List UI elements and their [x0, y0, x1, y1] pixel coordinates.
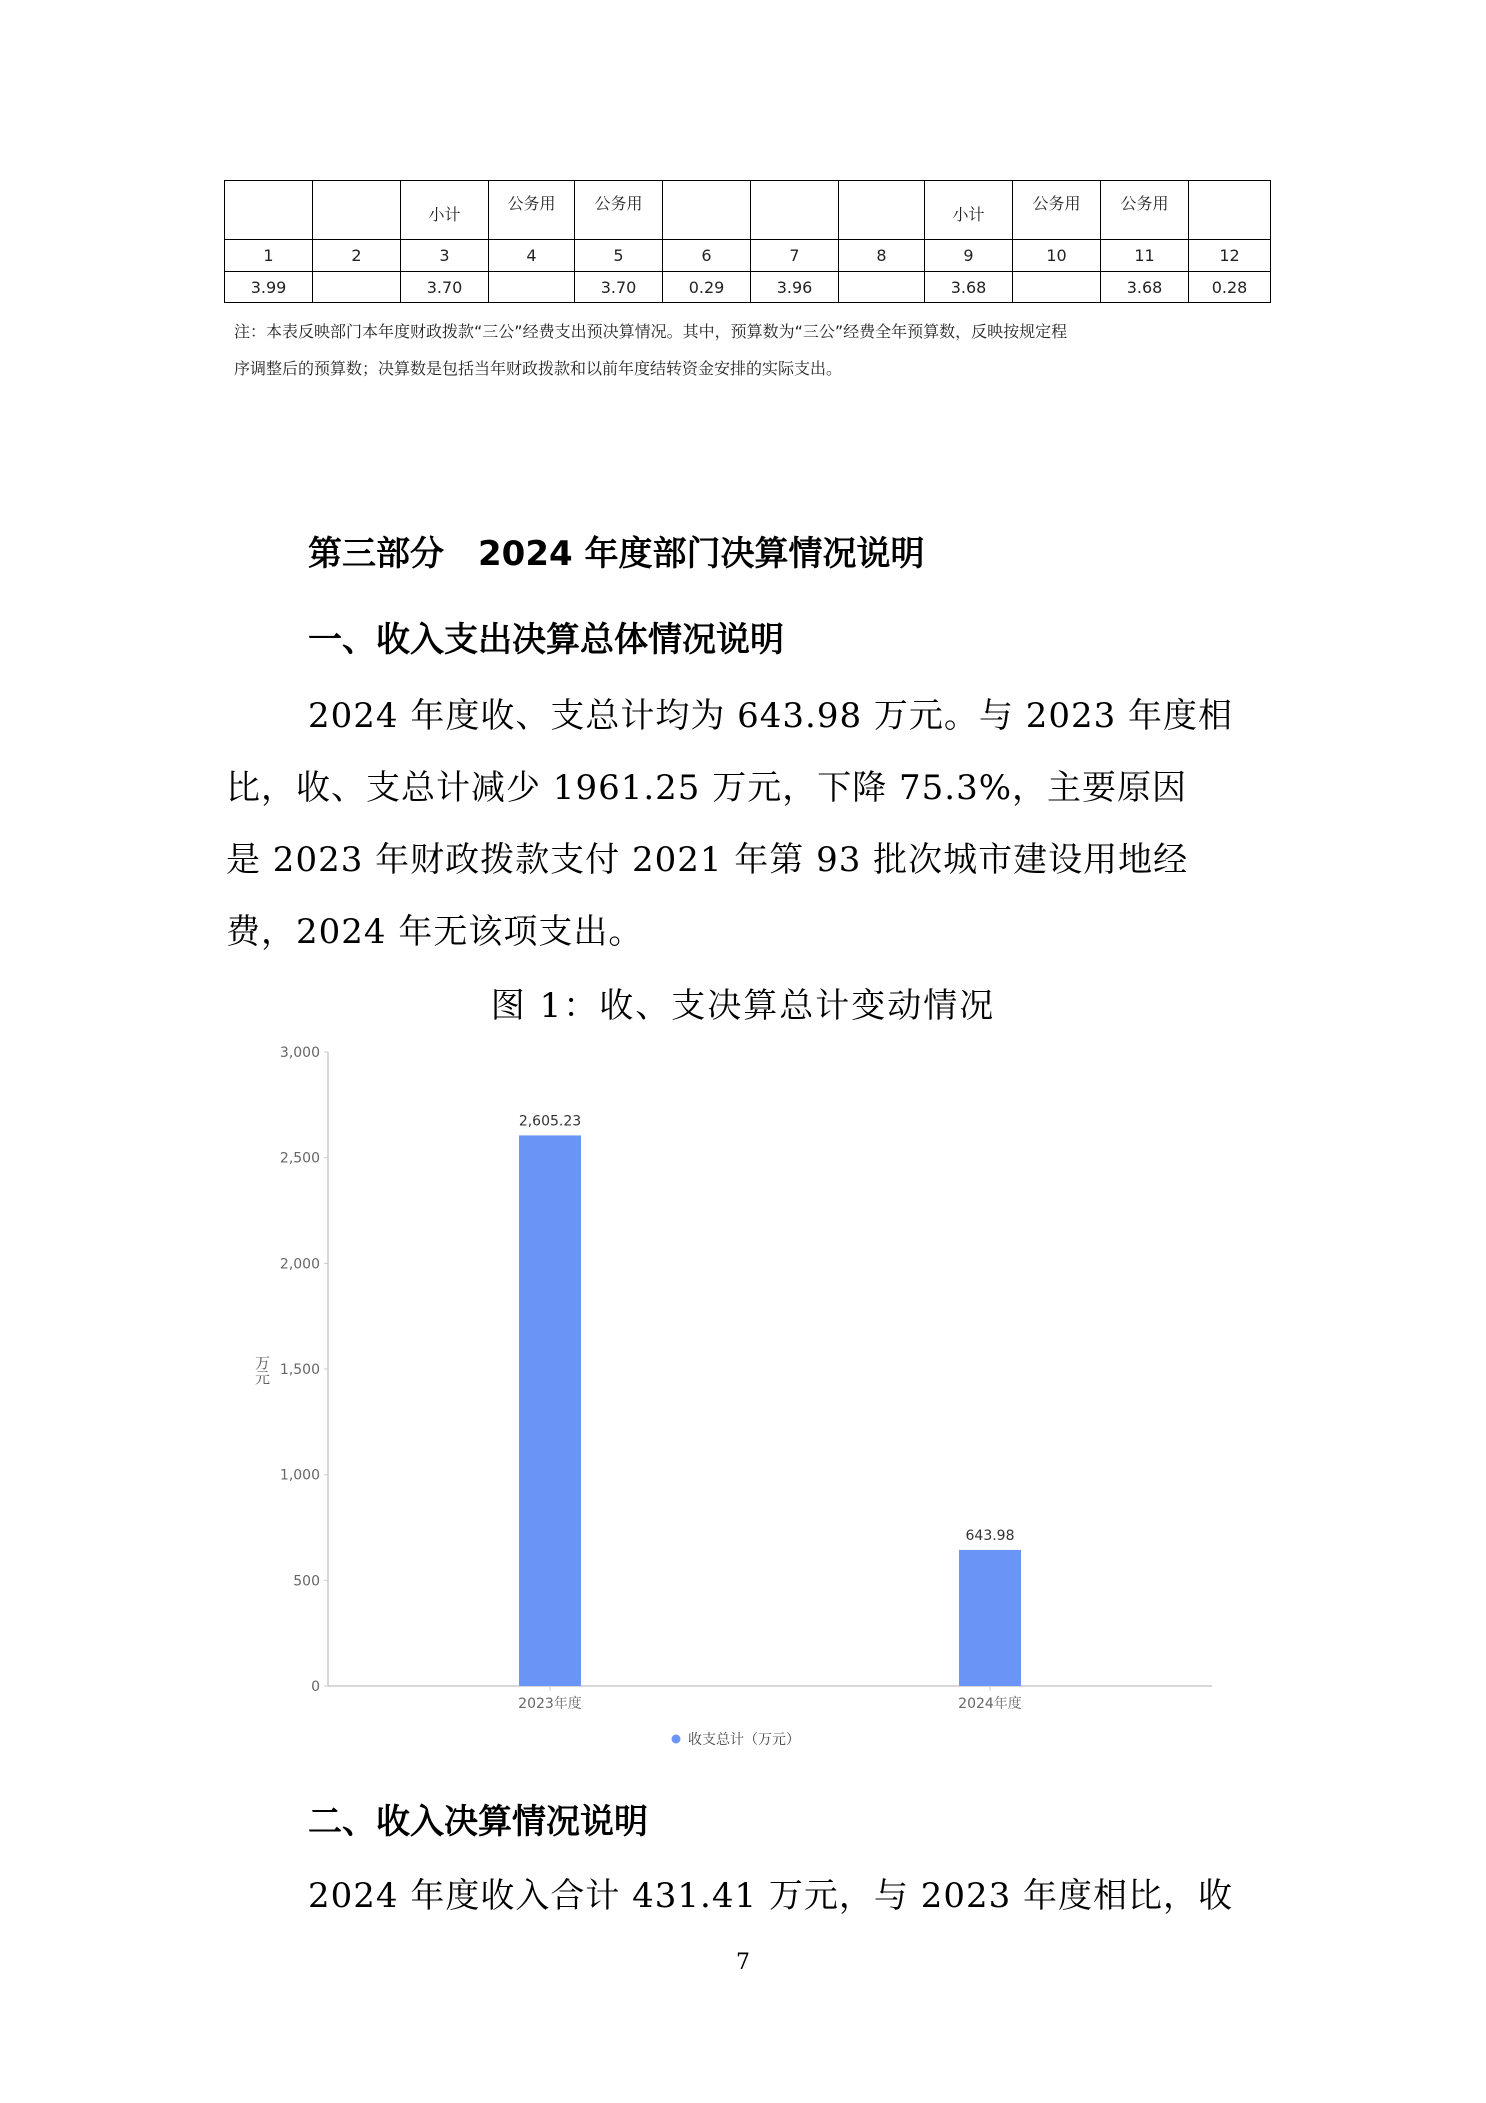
table-cell: 3.70: [401, 272, 489, 303]
table-header-row: [225, 181, 1271, 240]
three-public-expense-table: [224, 180, 1271, 303]
table-cell: [1189, 181, 1271, 240]
table-cell: [489, 272, 575, 303]
table-cell: [1013, 272, 1101, 303]
paragraph-line: 是 2023 年财政拨款支付 2021 年第 93 批次城市建设用地经: [226, 840, 1189, 880]
table-cell: 9: [925, 240, 1013, 272]
chart-legend: [672, 1731, 801, 1748]
bar-series: [518, 1113, 1022, 1712]
paragraph-line: 2024 年度收、支总计均为 643.98 万元。与 2023 年度相: [308, 696, 1234, 736]
table-cell: 0.29: [663, 272, 751, 303]
y-tick-label: 2,000: [279, 1256, 320, 1273]
table-cell: 10: [1013, 240, 1101, 272]
bar-chart: [240, 1040, 1240, 1760]
table-cell: [663, 181, 751, 240]
y-axis: [280, 1045, 328, 1695]
table-cell: 公务用: [1013, 181, 1101, 240]
table-value-row: [225, 272, 1271, 303]
table-cell: 6: [663, 240, 751, 272]
table-cell: 7: [751, 240, 839, 272]
table-cell: 小计: [925, 181, 1013, 240]
table-cell: [751, 181, 839, 240]
bar: [959, 1550, 1021, 1686]
y-tick-label: 2,500: [279, 1150, 320, 1167]
heading-income-details: 二、收入决算情况说明: [308, 1802, 648, 1842]
y-axis-label: 万元: [253, 1355, 271, 1385]
bar: [519, 1135, 581, 1686]
table-cell: 3.99: [225, 272, 313, 303]
table-cell: 3.96: [751, 272, 839, 303]
page-number: 7: [736, 1950, 750, 1975]
x-tick-label: 2023年度: [518, 1696, 582, 1712]
table-cell: 公务用: [1101, 181, 1189, 240]
legend-label: 收支总计（万元）: [688, 1732, 800, 1748]
table-cell: [225, 181, 313, 240]
table-cell: [313, 181, 401, 240]
table-cell: 3.70: [575, 272, 663, 303]
y-tick-label: 1,500: [279, 1362, 320, 1378]
legend-marker: [672, 1735, 681, 1744]
table-cell: 3.68: [925, 272, 1013, 303]
table-cell: [839, 272, 925, 303]
table-cell: 2: [313, 240, 401, 272]
table-cell: 小计: [401, 181, 489, 240]
bar-data-label: 643.98: [965, 1527, 1015, 1544]
table-cell: 11: [1101, 240, 1189, 272]
table-cell: 3: [401, 240, 489, 272]
bar-data-label: 2,605.23: [518, 1113, 582, 1130]
table-cell: 5: [575, 240, 663, 272]
y-tick-label: 0: [311, 1679, 320, 1695]
table-index-row: [225, 240, 1271, 272]
table-cell: 1: [225, 240, 313, 272]
table-note-line-2: 序调整后的预算数；决算数是包括当年财政拨款和以前年度结转资金安排的实际支出。: [234, 359, 843, 378]
y-tick-label: 500: [293, 1573, 320, 1590]
table-cell: [839, 181, 925, 240]
paragraph-line: 费，2024 年无该项支出。: [226, 912, 644, 952]
y-tick-label: 3,000: [279, 1045, 320, 1061]
table-note-line-1: 注：本表反映部门本年度财政拨款“三公”经费支出预决算情况。其中，预算数为“三公”经费全年预算数，反映按规定程: [234, 322, 1068, 341]
table-cell: 0.28: [1189, 272, 1271, 303]
paragraph-line: 2024 年度收入合计 431.41 万元，与 2023 年度相比，收: [308, 1876, 1234, 1916]
heading-income-expense-overview: 一、收入支出决算总体情况说明: [308, 620, 784, 660]
table-cell: 8: [839, 240, 925, 272]
table-cell: 3.68: [1101, 272, 1189, 303]
table-cell: 12: [1189, 240, 1271, 272]
table-cell: [313, 272, 401, 303]
section-title: 第三部分 2024 年度部门决算情况说明: [308, 534, 925, 574]
figure-caption: 图 1：收、支决算总计变动情况: [490, 986, 996, 1026]
y-tick-label: 1,000: [279, 1467, 320, 1484]
table-cell: 公务用: [575, 181, 663, 240]
table-cell: 4: [489, 240, 575, 272]
paragraph-line: 比，收、支总计减少 1961.25 万元，下降 75.3%，主要原因: [226, 768, 1188, 808]
x-tick-label: 2024年度: [958, 1696, 1022, 1712]
table-cell: 公务用: [489, 181, 575, 240]
